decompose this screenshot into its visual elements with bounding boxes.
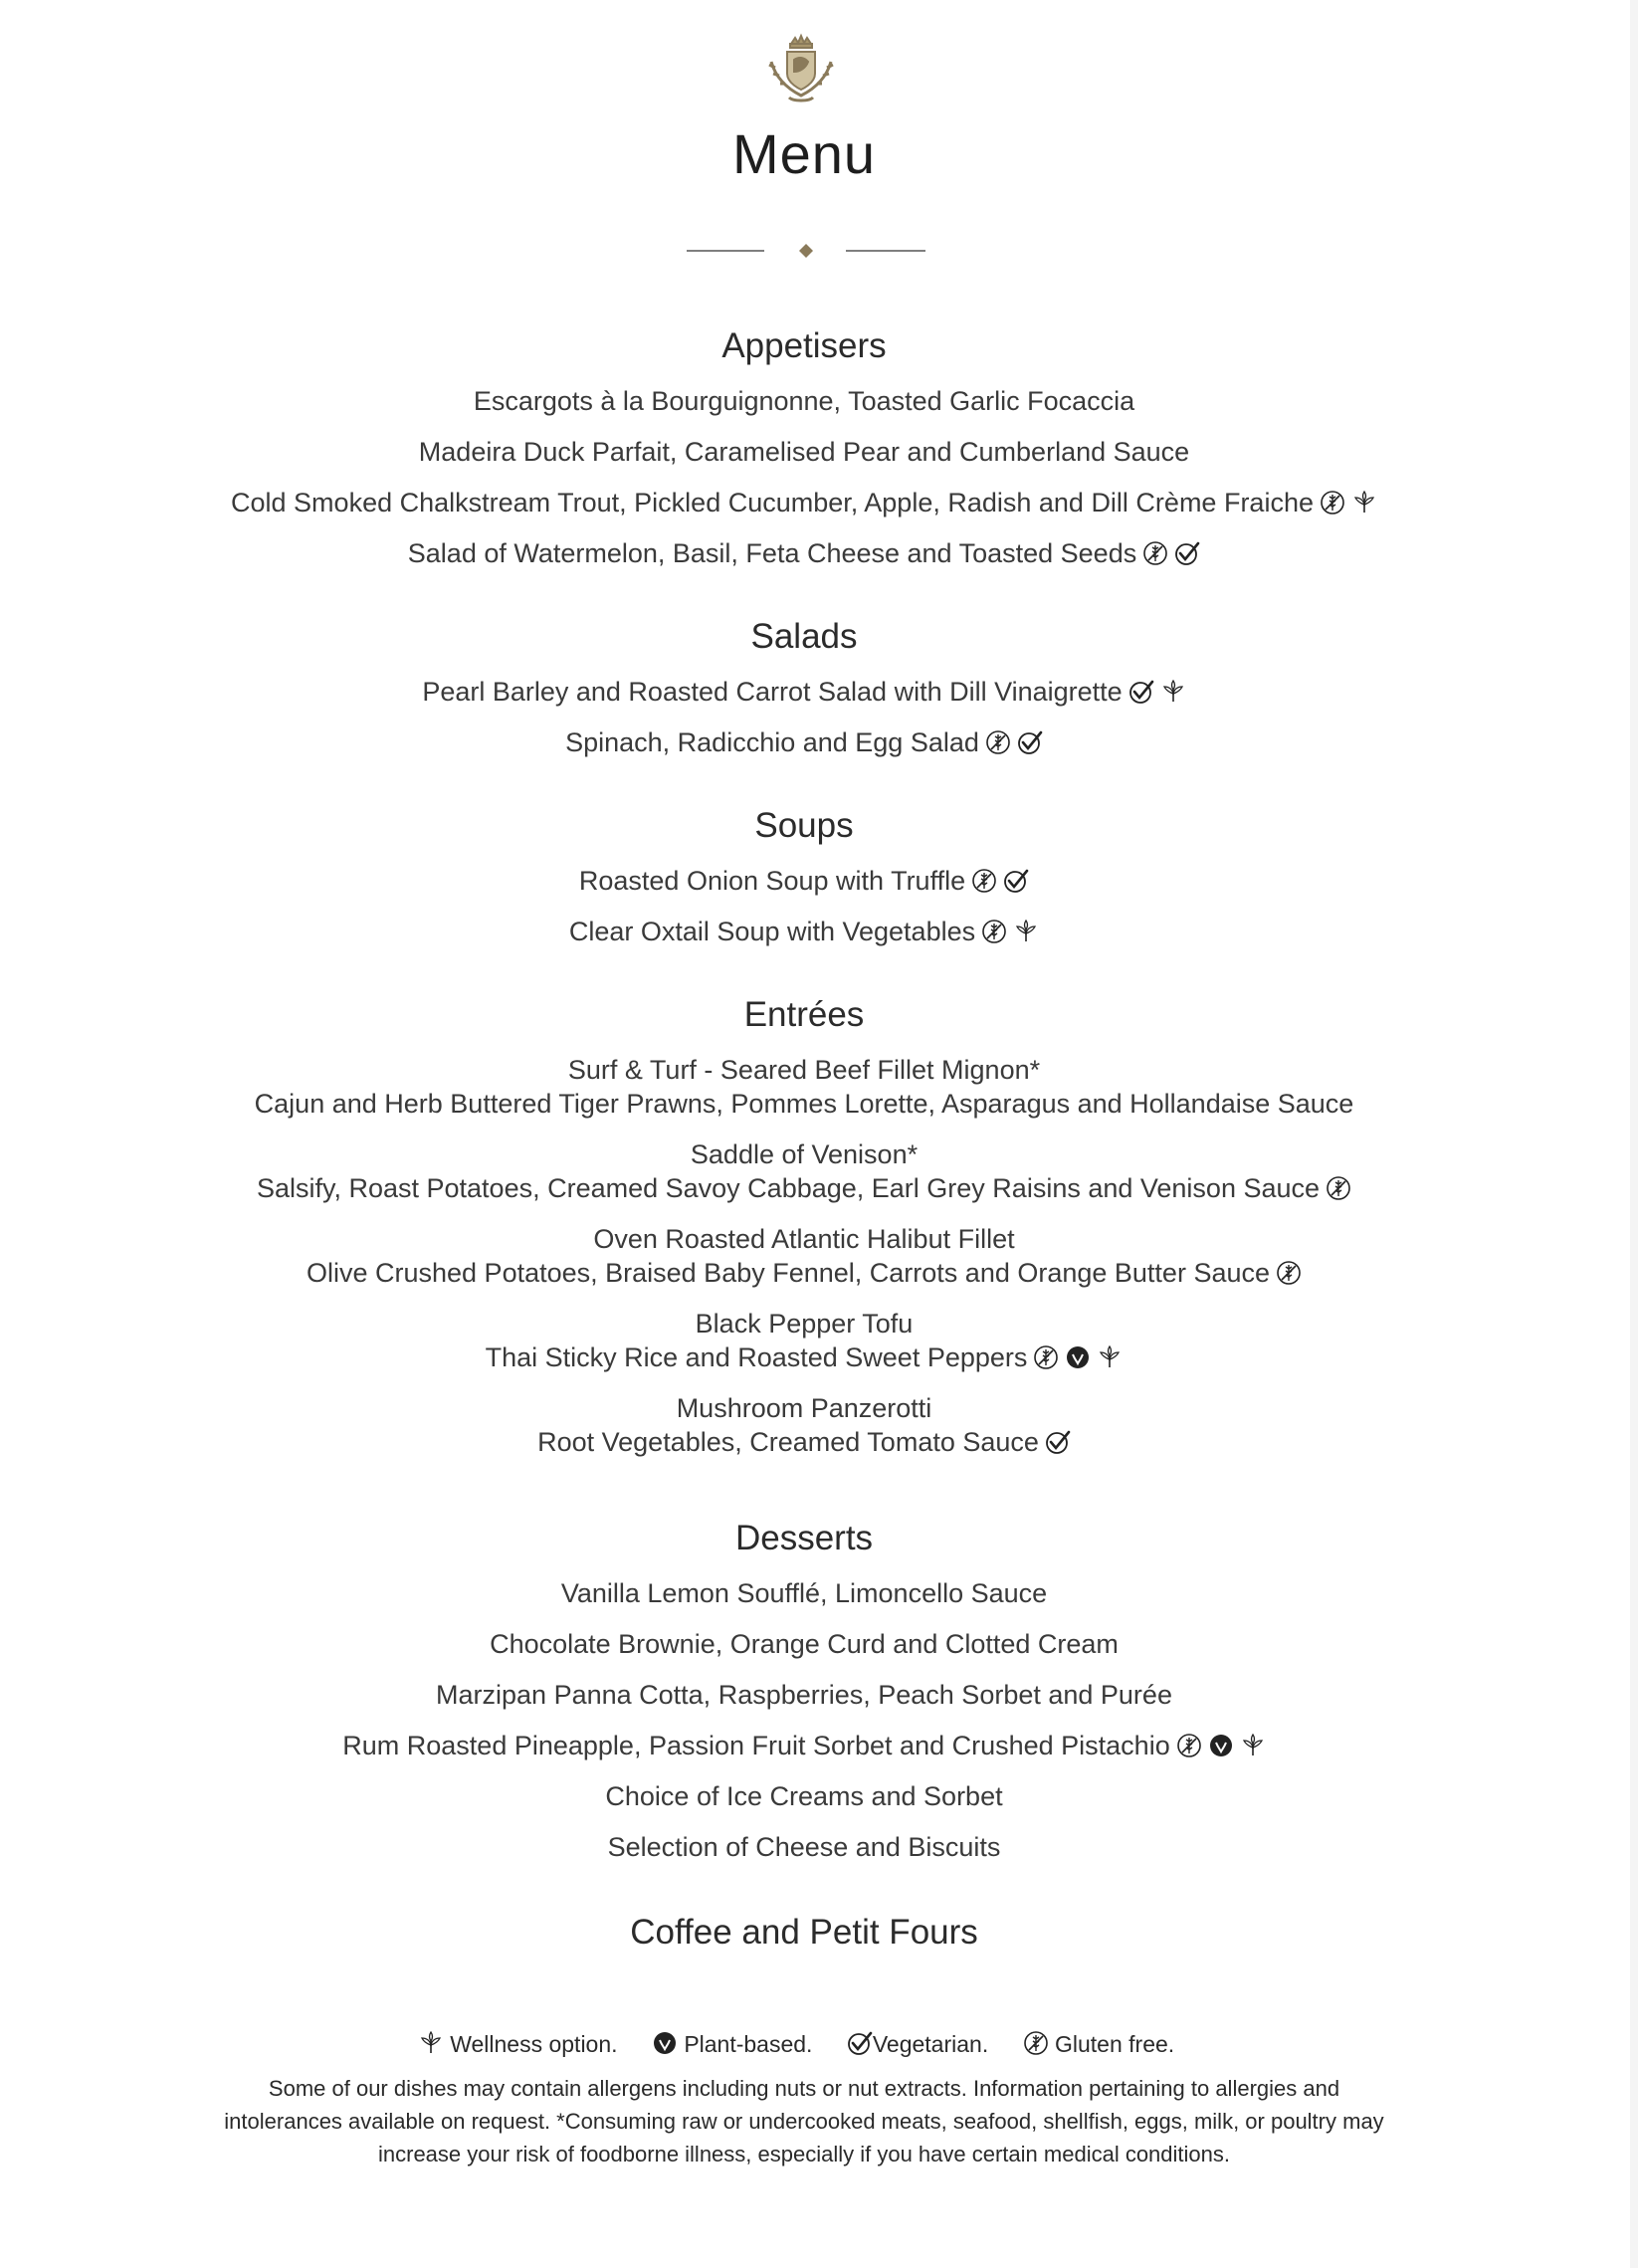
menu-item bbox=[0, 384, 1608, 418]
section-appetisers bbox=[0, 326, 1608, 587]
vegetarian-check-icon bbox=[1174, 540, 1200, 566]
item-label: Marzipan Panna Cotta, Raspberries, Peach Sorbet and Purée bbox=[436, 1680, 1172, 1710]
menu-item bbox=[0, 486, 1608, 519]
footnote-line: increase your risk of foodborne illness, especially if you have certain medical conditions. bbox=[378, 2142, 1230, 2166]
item-name: Black Pepper Tofu bbox=[695, 1309, 914, 1339]
page-title: Menu bbox=[731, 122, 877, 185]
item-label: Spinach, Radicchio and Egg Salad bbox=[565, 727, 979, 757]
item-label: Choice of Ice Creams and Sorbet bbox=[605, 1781, 1003, 1811]
item-label: Cold Smoked Chalkstream Trout, Pickled Cucumber, Apple, Radish and Dill Crème Fraiche bbox=[231, 488, 1314, 517]
section-salads bbox=[0, 617, 1608, 776]
page-edge bbox=[1630, 0, 1638, 2268]
item-name: Surf & Turf - Seared Beef Fillet Mignon* bbox=[567, 1055, 1041, 1085]
footnote-line: intolerances available on request. *Consuming raw or undercooked meats, seafood, shellfish, eggs, milk, or poultry may bbox=[224, 2109, 1384, 2134]
menu-item bbox=[0, 1391, 1608, 1459]
menu-item bbox=[0, 1729, 1608, 1762]
menu-item bbox=[0, 915, 1608, 948]
royal-crest-icon bbox=[761, 32, 841, 111]
wheat-circle-icon bbox=[1142, 540, 1168, 566]
leaf-sprig-icon bbox=[1240, 1733, 1266, 1758]
section-title: Salads bbox=[750, 617, 858, 656]
vegetarian-check-icon bbox=[1045, 1429, 1071, 1455]
item-description: Cajun and Herb Buttered Tiger Prawns, Pommes Lorette, Asparagus and Hollandaise Sauce bbox=[254, 1089, 1354, 1119]
plant-based-icon bbox=[1065, 1344, 1091, 1370]
dietary-legend bbox=[0, 2030, 1608, 2058]
menu-item bbox=[0, 1307, 1608, 1374]
allergen-footnote bbox=[169, 2072, 1439, 2170]
menu-item bbox=[0, 1137, 1608, 1205]
wheat-circle-icon bbox=[981, 919, 1007, 944]
menu-item bbox=[0, 1053, 1608, 1121]
section-title: Entrées bbox=[743, 995, 865, 1034]
title-divider bbox=[687, 241, 925, 261]
section-title: Desserts bbox=[734, 1519, 874, 1557]
item-name: Oven Roasted Atlantic Halibut Fillet bbox=[593, 1224, 1015, 1254]
vegetarian-check-icon bbox=[1003, 868, 1029, 894]
menu-item bbox=[0, 435, 1608, 469]
vegetarian-check-icon bbox=[1017, 729, 1043, 755]
leaf-sprig-icon bbox=[1097, 1344, 1123, 1370]
section-title: Appetisers bbox=[721, 326, 887, 365]
item-label: Pearl Barley and Roasted Carrot Salad with Dill Vinaigrette bbox=[422, 677, 1123, 707]
wheat-circle-icon bbox=[1033, 1344, 1059, 1370]
item-name: Saddle of Venison* bbox=[690, 1139, 919, 1169]
section-desserts bbox=[0, 1519, 1608, 1881]
wheat-circle-icon bbox=[1326, 1175, 1351, 1201]
leaf-sprig-icon bbox=[1013, 919, 1039, 944]
menu-item bbox=[0, 725, 1608, 759]
section-title: Soups bbox=[754, 806, 854, 845]
item-description: Root Vegetables, Creamed Tomato Sauce bbox=[537, 1427, 1039, 1457]
leaf-sprig-icon bbox=[1351, 490, 1377, 515]
wheat-circle-icon bbox=[1276, 1260, 1302, 1286]
menu-item bbox=[0, 1779, 1608, 1813]
item-label: Escargots à la Bourguignonne, Toasted Garlic Focaccia bbox=[473, 386, 1135, 416]
item-label: Clear Oxtail Soup with Vegetables bbox=[568, 917, 976, 946]
wheat-circle-icon bbox=[1320, 490, 1345, 515]
menu-item bbox=[0, 536, 1608, 570]
item-description: Olive Crushed Potatoes, Braised Baby Fennel, Carrots and Orange Butter Sauce bbox=[306, 1258, 1271, 1288]
plant-based-icon bbox=[1208, 1733, 1234, 1758]
legend-gluten-free: Gluten free. bbox=[1055, 2031, 1175, 2057]
vegetarian-check-icon bbox=[1128, 679, 1154, 705]
legend-plant-based: Plant-based. bbox=[684, 2031, 813, 2057]
menu-item bbox=[0, 675, 1608, 709]
item-label: Rum Roasted Pineapple, Passion Fruit Sorbet and Crushed Pistachio bbox=[342, 1731, 1170, 1760]
section-soups bbox=[0, 806, 1608, 965]
item-description: Thai Sticky Rice and Roasted Sweet Peppers bbox=[485, 1342, 1028, 1372]
menu-item bbox=[0, 1222, 1608, 1290]
item-name: Mushroom Panzerotti bbox=[676, 1393, 932, 1423]
legend-wellness: Wellness option. bbox=[450, 2031, 618, 2057]
plant-based-icon bbox=[652, 2030, 678, 2056]
item-label: Selection of Cheese and Biscuits bbox=[607, 1832, 1001, 1862]
menu-item bbox=[0, 1678, 1608, 1712]
item-label: Salad of Watermelon, Basil, Feta Cheese and Toasted Seeds bbox=[407, 538, 1137, 568]
leaf-sprig-icon bbox=[1160, 679, 1186, 705]
wheat-circle-icon bbox=[985, 729, 1011, 755]
item-description: Salsify, Roast Potatoes, Creamed Savoy Cabbage, Earl Grey Raisins and Venison Sauce bbox=[256, 1173, 1321, 1203]
footnote-line: Some of our dishes may contain allergens including nuts or nut extracts. Information pertaining to allergies and bbox=[268, 2076, 1340, 2101]
wheat-circle-icon bbox=[1023, 2030, 1049, 2056]
legend-vegetarian: Vegetarian. bbox=[872, 2031, 989, 2057]
item-label: Chocolate Brownie, Orange Curd and Clotted Cream bbox=[490, 1629, 1119, 1659]
coffee-heading: Coffee and Petit Fours bbox=[630, 1913, 978, 1952]
menu-item bbox=[0, 1830, 1608, 1864]
wheat-circle-icon bbox=[1176, 1733, 1202, 1758]
item-label: Roasted Onion Soup with Truffle bbox=[578, 866, 966, 896]
menu-item bbox=[0, 1576, 1608, 1610]
wheat-circle-icon bbox=[971, 868, 997, 894]
leaf-sprig-icon bbox=[418, 2030, 444, 2056]
section-entrees bbox=[0, 995, 1608, 1476]
item-label: Vanilla Lemon Soufflé, Limoncello Sauce bbox=[560, 1578, 1048, 1608]
menu-item bbox=[0, 1627, 1608, 1661]
item-label: Madeira Duck Parfait, Caramelised Pear and Cumberland Sauce bbox=[418, 437, 1190, 467]
vegetarian-check-icon bbox=[847, 2030, 873, 2056]
menu-item bbox=[0, 864, 1608, 898]
